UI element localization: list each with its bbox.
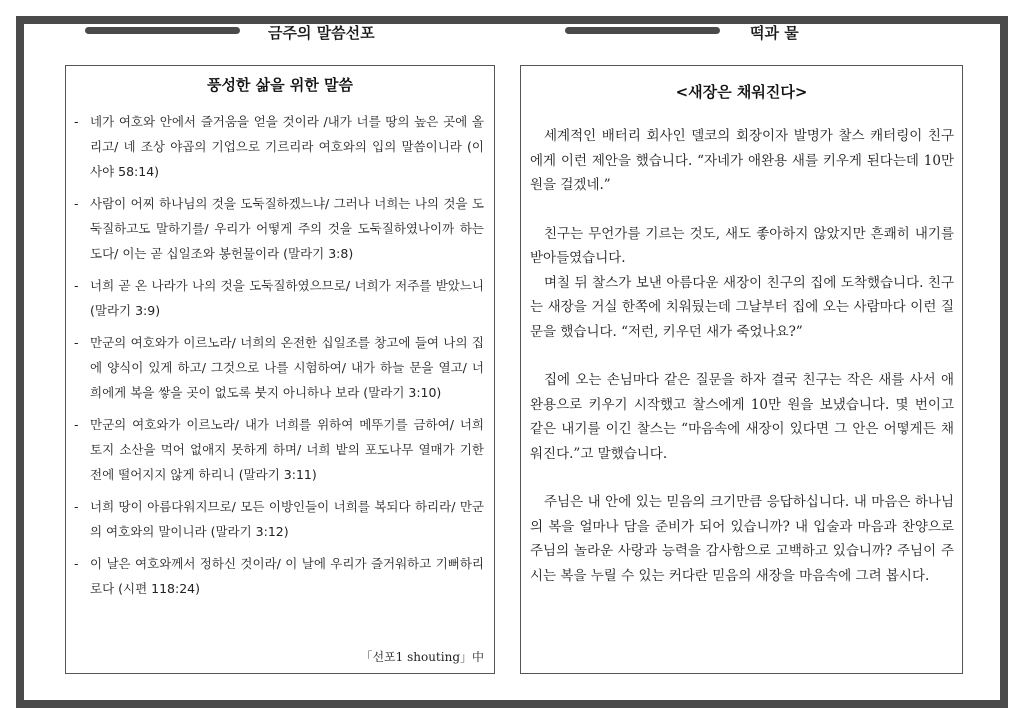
verse-text: 너희 곧 온 나라가 나의 것을 도둑질하였으므로/ 너희가 저주를 받았느니 (말라기 3:9) — [90, 278, 484, 318]
verse-item: - 만군의 여호와가 이르노라/ 너희의 온전한 십일조를 창고에 들여 나의 집에 양식이 있게 하고/ 그것으로 나를 시험하여/ 내가 하늘 문을 열고/ 너희에게 복을 쌓을 곳이 없도록 붓지 아니하나 보라 (말라기 3:10) — [74, 335, 484, 400]
verse-text: 만군의 여호와가 이르노라/ 너희의 온전한 십일조를 창고에 들여 나의 집에 양식이 있게 하고/ 그것으로 나를 시험하여/ 내가 하늘 문을 열고/ 너희에게 복을 쌓을 곳이 없도록 붓지 아니하나 보라 (말라기 3:10) — [90, 335, 484, 400]
right-header — [560, 22, 820, 42]
header-bar — [85, 27, 240, 34]
verse-item: - 만군의 여호와가 이르노라/ 내가 너희를 위하여 메뚜기를 금하여/ 너희 토지 소산을 먹어 없애지 못하게 하며/ 너희 밭의 포도나무 열매가 기한 전에 떨어지지 않게 하리니 (말라기 3:11) — [74, 417, 484, 482]
verse-item: - 이 날은 여호와께서 정하신 것이라/ 이 날에 우리가 즐거워하고 기뻐하리로다 (시편 118:24) — [74, 556, 484, 596]
sermon-source: 「선포1 shouting」中 — [360, 650, 484, 664]
story-paragraph: 며칠 뒤 찰스가 보낸 아름다운 새장이 친구의 집에 도착했습니다. 친구는 새장을 거실 한쪽에 치워뒀는데 그날부터 집에 오는 사람마다 이런 질문을 했습니다. “저런, 키우던 새가 죽었나요?” — [530, 274, 954, 340]
verse-text: 사람이 어찌 하나님의 것을 도둑질하겠느냐/ 그러나 너희는 나의 것을 도둑질하고도 말하기를/ 우리가 어떻게 주의 것을 도둑질하였나이까 하는도다/ 이는 곧 십일조와 봉헌물이라 (말라기 3:8) — [90, 196, 484, 261]
verse-item: - 너희 땅이 아름다워지므로/ 모든 이방인들이 너희를 복되다 하리라/ 만군의 여호와의 말이니라 (말라기 3:12) — [74, 499, 484, 539]
story-paragraph: 세계적인 배터리 회사인 델코의 회장이자 발명가 찰스 캐터링이 친구에게 이런 제안을 했습니다. “자네가 애완용 새를 키우게 된다는데 10만 원을 걸겠네.” — [530, 128, 954, 193]
story-box — [520, 65, 963, 674]
verse-list — [66, 109, 494, 601]
story-paragraph: 집에 오는 손님마다 같은 질문을 하자 결국 친구는 작은 새를 사서 애완용으로 키우기 시작했고 찰스에게 10만 원을 보냈습니다. 몇 번이고 같은 내기를 이긴 찰스는 “마음속에 새장이 있다면 그 안은 어떻게든 채워진다.”고 말했습니다. — [530, 372, 954, 462]
left-header — [80, 22, 410, 42]
sermon-box — [65, 65, 495, 674]
story-body — [521, 102, 962, 588]
verse-text: 이 날은 여호와께서 정하신 것이라/ 이 날에 우리가 즐거워하고 기뻐하리로다 (시편 118:24) — [90, 556, 484, 596]
verse-item: - 사람이 어찌 하나님의 것을 도둑질하겠느냐/ 그러나 너희는 나의 것을 도둑질하고도 말하기를/ 우리가 어떻게 주의 것을 도둑질하였나이까 하는도다/ 이는 곧 십일조와 봉헌물이라 (말라기 3:8) — [74, 196, 484, 261]
sermon-title: 풍성한 삶을 위한 말씀 — [206, 76, 354, 94]
verse-item: - 너희 곧 온 나라가 나의 것을 도둑질하였으므로/ 너희가 저주를 받았느니 (말라기 3:9) — [74, 278, 484, 318]
story-paragraph: 친구는 무언가를 기르는 것도, 새도 좋아하지 않았지만 흔쾌히 내기를 받아들였습니다. — [530, 225, 954, 266]
story-title: <새장은 채워진다> — [675, 83, 808, 101]
right-header-title: 떡과 물 — [750, 24, 799, 42]
left-header-title: 금주의 말씀선포 — [268, 24, 375, 42]
verse-text: 만군의 여호와가 이르노라/ 내가 너희를 위하여 메뚜기를 금하여/ 너희 토지 소산을 먹어 없애지 못하게 하며/ 너희 밭의 포도나무 열매가 기한 전에 떨어지지 않게 하리니 (말라기 3:11) — [90, 417, 484, 482]
story-paragraph: 주님은 내 안에 있는 믿음의 크기만큼 응답하십니다. 내 마음은 하나님의 복을 얼마나 담을 준비가 되어 있습니까? 내 입술과 마음과 찬양으로 주님의 놀라운 사랑과 능력을 감사함으로 고백하고 있습니까? 주님이 주시는 복을 누릴 수 있는 커다란 믿음의 새장을 마음속에 그려 봅시다. — [530, 494, 954, 584]
verse-item: - 네가 여호와 안에서 즐거움을 얻을 것이라 /내가 너를 땅의 높은 곳에 올리고/ 네 조상 야곱의 기업으로 기르리라 여호와의 입의 말씀이니라 (이사야 58:14) — [74, 114, 484, 179]
verse-text: 너희 땅이 아름다워지므로/ 모든 이방인들이 너희를 복되다 하리라/ 만군의 여호와의 말이니라 (말라기 3:12) — [90, 499, 484, 539]
verse-text: 네가 여호와 안에서 즐거움을 얻을 것이라 /내가 너를 땅의 높은 곳에 올리고/ 네 조상 야곱의 기업으로 기르리라 여호와의 입의 말씀이니라 (이사야 58:14) — [90, 114, 484, 179]
header-bar — [565, 27, 720, 34]
